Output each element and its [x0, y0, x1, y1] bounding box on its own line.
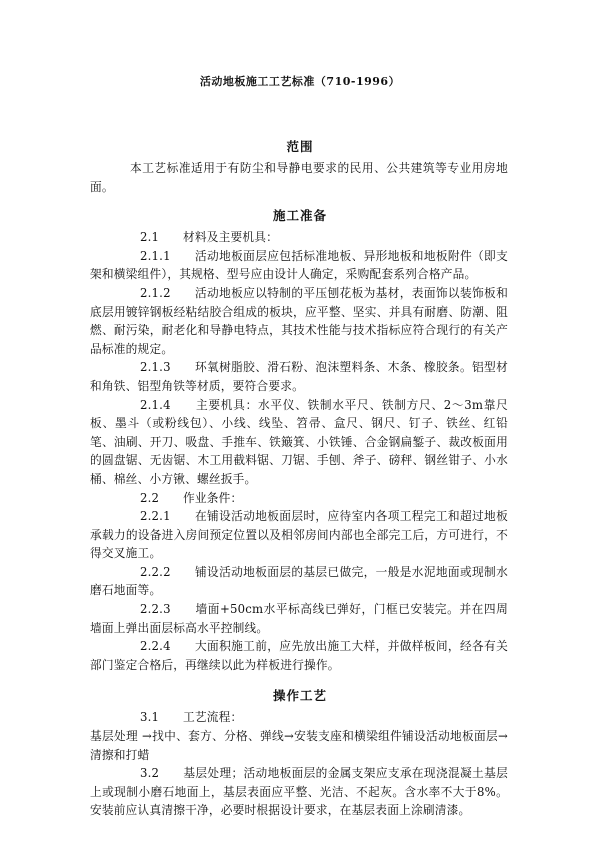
operation-paragraph-3: 3.2 基层处理；活动地板面层的金属支架应支承在现浇混凝土基层上或现制小磨石地面上，基层表面应平整、光洁、不起灰。含水率不大于8%。安装前应认真清擦干净，必要时根据设计要求，在基层表面上涂刷清漆。	[90, 766, 508, 818]
preparation-paragraph-2-1: 2.1 材料及主要机具：	[140, 230, 279, 245]
document-title: 活动地板施工工艺标准（710-1996）	[199, 75, 401, 88]
operation-paragraph-1: 3.1 工艺流程：	[140, 710, 243, 725]
preparation-paragraph-2-1-1: 2.1.1 活动地板面层应包括标准地板、异形地板和地板附件（即支架和横梁组件），其规格、型号应由设计人确定，采购配套系列合格产品。	[90, 248, 508, 282]
section-heading-preparation: 施工准备	[272, 208, 327, 224]
preparation-paragraph-2-2-2: 2.2.2 铺设活动地板面层的基层已做完，一般是水泥地面或现制水磨石地面等。	[90, 564, 508, 598]
preparation-paragraph-2-2: 2.2 作业条件：	[140, 490, 243, 505]
preparation-paragraph-2-2-3: 2.2.3 墙面+50cm水平标高线已弹好，门框已安装完。并在四周墙面上弹出面层标高水平控制线。	[90, 602, 508, 635]
scope-paragraph: 本工艺标准适用于有防尘和导静电要求的民用、公共建筑等专业用房地面。	[90, 161, 508, 194]
section-heading-scope: 范围	[286, 139, 314, 154]
preparation-paragraph-2-1-2: 2.1.2 活动地板应以特制的平压刨花板为基材，表面饰以装饰板和底层用镀锌钢板经粘结胶合组成的板块，应平整、坚实、并具有耐磨、防潮、阻燃、耐污染，耐老化和导静电特点，其技术性能与技术指标应符合现行的有关产品标准的规定。	[90, 285, 508, 356]
preparation-paragraph-2-2-4: 2.2.4 大面积施工前，应先放出施工大样，并做样板间，经各有关部门鉴定合格后，再继续以此为样板进行操作。	[90, 639, 508, 672]
operation-paragraph-2: 基层处理 →找中、套方、分格、弹线→安装支座和横梁组件铺设活动地板面层→清擦和打蜡	[90, 729, 508, 762]
preparation-paragraph-2-1-3: 2.1.3 环氧树脂胶、滑石粉、泡沫塑料条、木条、橡胶条。铝型材和角铁、铝型角铁等材质，要符合要求。	[90, 360, 508, 393]
preparation-paragraph-2-1-4: 2.1.4 主要机具：水平仪、铁制水平尺、铁制方尺、2～3m靠尺板、墨斗（或粉线包）、小线、线坠、笤帚、盒尺、钢尺、钉子、铁丝、红铅笔、油刷、开刀、吸盘、手推车、铁簸箕、小铁锤、合金钢扁錾子、裁改板面用的圆盘锯、无齿锯、木工用截料锯、刀锯、手刨、斧子、磅秤、钢丝钳子、小水桶、棉丝、小方锹、螺丝扳手。	[90, 397, 508, 486]
section-heading-operation: 操作工艺	[272, 688, 327, 704]
preparation-paragraph-2-2-1: 2.2.1 在铺设活动地板面层时，应待室内各项工程完工和超过地板承载力的设备进入房间预定位置以及相邻房间内部也全部完工后，方可进行，不得交叉施工。	[90, 509, 508, 561]
